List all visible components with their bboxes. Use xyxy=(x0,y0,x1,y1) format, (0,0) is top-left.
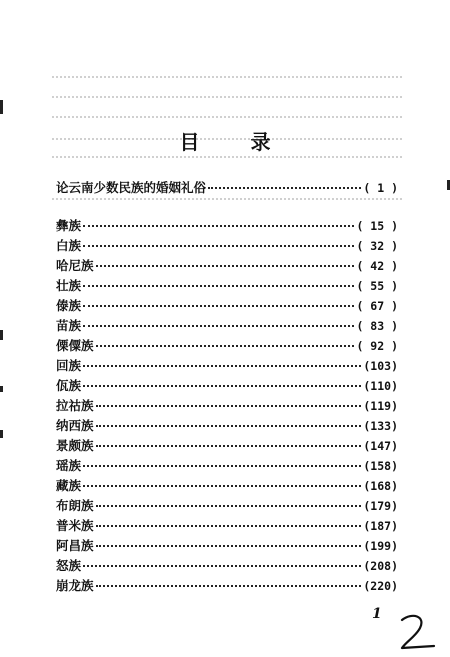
page-title: 目 录 xyxy=(179,130,293,154)
toc-entry[interactable] xyxy=(56,416,398,434)
bleed-through-line xyxy=(52,116,402,120)
toc-entry[interactable] xyxy=(56,536,398,554)
toc-entry-page: ( 32 ) xyxy=(356,239,398,253)
bleed-through-line xyxy=(52,156,402,160)
toc-entry-label: 纳西族 xyxy=(56,418,94,433)
dot-leader xyxy=(208,187,361,189)
toc-entry-label: 白族 xyxy=(56,238,82,253)
toc-entry-page: (119) xyxy=(363,399,398,413)
dot-leader xyxy=(83,285,354,287)
toc-entry-label: 藏族 xyxy=(56,478,82,493)
dot-leader xyxy=(83,365,361,367)
toc-entry-page: ( 83 ) xyxy=(356,319,398,333)
toc-entry-page: (103) xyxy=(363,359,398,373)
toc-entry-page: (187) xyxy=(363,519,398,533)
toc-entry-label: 傈僳族 xyxy=(56,338,94,353)
toc-entry-page: (133) xyxy=(363,419,398,433)
dot-leader xyxy=(83,225,354,227)
toc-entry-page: ( 55 ) xyxy=(356,279,398,293)
dot-leader xyxy=(96,405,362,407)
toc-entry[interactable] xyxy=(56,216,398,234)
page-number: 1 xyxy=(372,606,382,622)
toc-entry[interactable] xyxy=(56,178,398,196)
toc-entry-label: 佤族 xyxy=(56,378,82,393)
dot-leader xyxy=(96,585,362,587)
toc-entry-page: ( 42 ) xyxy=(356,259,398,273)
dot-leader xyxy=(83,325,354,327)
toc-entry-page: ( 92 ) xyxy=(356,339,398,353)
toc-entry[interactable] xyxy=(56,356,398,374)
toc-entry-label: 哈尼族 xyxy=(56,258,94,273)
toc-entry-label: 论云南少数民族的婚姻礼俗 xyxy=(56,180,207,195)
dot-leader xyxy=(96,345,355,347)
toc-entry-label: 瑶族 xyxy=(56,458,82,473)
toc-entry-page: (158) xyxy=(363,459,398,473)
bleed-through-line xyxy=(52,198,402,202)
dot-leader xyxy=(83,305,354,307)
handwritten-mark xyxy=(396,610,440,652)
dot-leader xyxy=(96,445,362,447)
toc-entry-page: (208) xyxy=(363,559,398,573)
toc-entry-page: (110) xyxy=(363,379,398,393)
toc-entry-label: 拉祜族 xyxy=(56,398,94,413)
toc-entry-page: ( 1 ) xyxy=(363,181,398,195)
dot-leader xyxy=(96,505,362,507)
dot-leader xyxy=(96,265,355,267)
toc-entry[interactable] xyxy=(56,336,398,354)
toc-entry[interactable] xyxy=(56,456,398,474)
toc-entry-label: 崩龙族 xyxy=(56,578,94,593)
toc-entry[interactable] xyxy=(56,256,398,274)
bleed-through-line xyxy=(52,76,402,80)
dot-leader xyxy=(83,565,361,567)
scan-edge-mark xyxy=(0,100,3,114)
toc-entry-page: ( 15 ) xyxy=(356,219,398,233)
toc-entry-label: 回族 xyxy=(56,358,82,373)
toc-entry-page: (168) xyxy=(363,479,398,493)
toc-entry-label: 彝族 xyxy=(56,218,82,233)
toc-entry[interactable] xyxy=(56,396,398,414)
toc-entry-page: (147) xyxy=(363,439,398,453)
toc-entry-page: (179) xyxy=(363,499,398,513)
toc-entry[interactable] xyxy=(56,576,398,594)
toc-entry-label: 苗族 xyxy=(56,318,82,333)
toc-entry[interactable] xyxy=(56,516,398,534)
toc-entry[interactable] xyxy=(56,376,398,394)
toc-entry-label: 傣族 xyxy=(56,298,82,313)
toc-entry-label: 阿昌族 xyxy=(56,538,94,553)
toc-entry[interactable] xyxy=(56,316,398,334)
toc-entry-label: 布朗族 xyxy=(56,498,94,513)
toc-entry[interactable] xyxy=(56,476,398,494)
dot-leader xyxy=(83,385,361,387)
toc-entry[interactable] xyxy=(56,436,398,454)
toc-entry-label: 壮族 xyxy=(56,278,82,293)
toc-entry[interactable] xyxy=(56,496,398,514)
toc-entry[interactable] xyxy=(56,236,398,254)
toc-entry-page: ( 67 ) xyxy=(356,299,398,313)
toc-entry[interactable] xyxy=(56,276,398,294)
toc-entry[interactable] xyxy=(56,556,398,574)
dot-leader xyxy=(83,465,361,467)
dot-leader xyxy=(96,545,362,547)
scan-edge-mark xyxy=(0,330,3,340)
dot-leader xyxy=(96,425,362,427)
toc-entry-page: (220) xyxy=(363,579,398,593)
toc-entry-page: (199) xyxy=(363,539,398,553)
toc-entry[interactable] xyxy=(56,296,398,314)
dot-leader xyxy=(96,525,362,527)
toc-entry-label: 怒族 xyxy=(56,558,82,573)
bleed-through-line xyxy=(52,96,402,100)
toc-entry-label: 普米族 xyxy=(56,518,94,533)
toc-entry-label: 景颇族 xyxy=(56,438,94,453)
dot-leader xyxy=(83,245,354,247)
scan-edge-mark xyxy=(0,386,3,392)
dot-leader xyxy=(83,485,361,487)
scan-edge-mark xyxy=(0,430,3,438)
